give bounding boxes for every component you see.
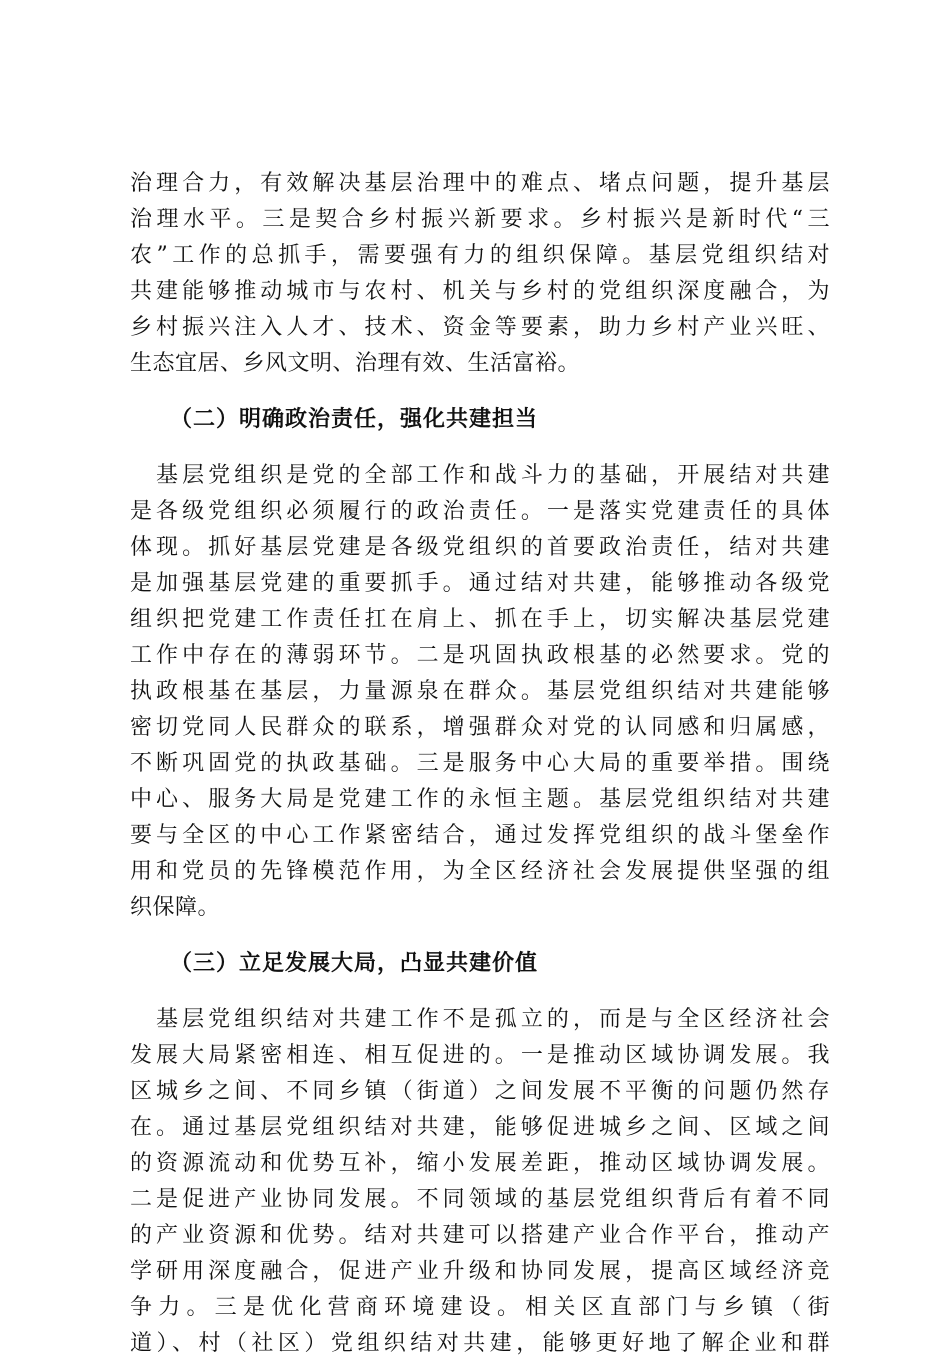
- document-body: [130, 166, 830, 1362]
- text-line: 织保障。: [130, 895, 221, 920]
- text-line: 体现。抓好基层党建是各级党组织的首要政治责任，结对共建: [130, 535, 830, 560]
- paragraph-1: [130, 166, 830, 382]
- text-line: 密切党同人民群众的联系，增强群众对党的认同感和归属感，: [130, 715, 830, 740]
- text-line: 组织把党建工作责任扛在肩上、抓在手上，切实解决基层党建: [130, 607, 830, 632]
- text-line: 在。通过基层党组织结对共建，能够促进城乡之间、区域之间: [130, 1115, 830, 1140]
- text-line: 是加强基层党建的重要抓手。通过结对共建，能够推动各级党: [130, 571, 830, 596]
- text-line: 区城乡之间、不同乡镇（街道）之间发展不平衡的问题仍然存: [130, 1079, 830, 1104]
- text-line: 乡村振兴注入人才、技术、资金等要素，助力乡村产业兴旺、: [130, 315, 830, 340]
- text-line: 道）、村（社区）党组织结对共建，能够更好地了解企业和群: [130, 1331, 830, 1356]
- text-line: 不断巩固党的执政基础。三是服务中心大局的重要举措。围绕: [130, 751, 830, 776]
- paragraph-2: [130, 458, 830, 926]
- text-line: 中心、服务大局是党建工作的永恒主题。基层党组织结对共建: [130, 787, 830, 812]
- section-heading-2: （二）明确政治责任，强化共建担当: [170, 407, 539, 432]
- text-line: 共建能够推动城市与农村、机关与乡村的党组织深度融合，为: [130, 279, 830, 304]
- text-line: 生态宜居、乡风文明、治理有效、生活富裕。: [130, 351, 581, 376]
- paragraph-3: [130, 1002, 830, 1362]
- text-line: 治理合力，有效解决基层治理中的难点、堵点问题，提升基层: [130, 171, 830, 196]
- text-line: 学研用深度融合，促进产业升级和协同发展，提高区域经济竞: [130, 1259, 830, 1284]
- spacer: [130, 438, 830, 458]
- text-line: 是各级党组织必须履行的政治责任。一是落实党建责任的具体: [130, 499, 830, 524]
- text-line: 用和党员的先锋模范作用，为全区经济社会发展提供坚强的组: [130, 859, 830, 884]
- section-heading-3: （三）立足发展大局，凸显共建价值: [170, 951, 539, 976]
- text-line: 基层党组织结对共建工作不是孤立的，而是与全区经济社会: [130, 1007, 830, 1032]
- text-line: 治理水平。三是契合乡村振兴新要求。乡村振兴是新时代“三: [130, 207, 830, 232]
- text-line: 农”工作的总抓手，需要强有力的组织保障。基层党组织结对: [130, 243, 830, 268]
- text-line: 二是促进产业协同发展。不同领域的基层党组织背后有着不同: [130, 1187, 830, 1212]
- spacer: [130, 926, 830, 946]
- text-line: 的资源流动和优势互补，缩小发展差距，推动区域协调发展。: [130, 1151, 830, 1176]
- text-line: 工作中存在的薄弱环节。二是巩固执政根基的必然要求。党的: [130, 643, 830, 668]
- spacer: [130, 982, 830, 1002]
- text-line: 要与全区的中心工作紧密结合，通过发挥党组织的战斗堡垒作: [130, 823, 830, 848]
- text-line: 的产业资源和优势。结对共建可以搭建产业合作平台，推动产: [130, 1223, 830, 1248]
- text-line: 发展大局紧密相连、相互促进的。一是推动区域协调发展。我: [130, 1043, 830, 1068]
- text-line: 基层党组织是党的全部工作和战斗力的基础，开展结对共建: [130, 463, 830, 488]
- spacer: [130, 382, 830, 402]
- text-line: 争力。三是优化营商环境建设。相关区直部门与乡镇（街: [130, 1295, 830, 1320]
- text-line: 执政根基在基层，力量源泉在群众。基层党组织结对共建能够: [130, 679, 830, 704]
